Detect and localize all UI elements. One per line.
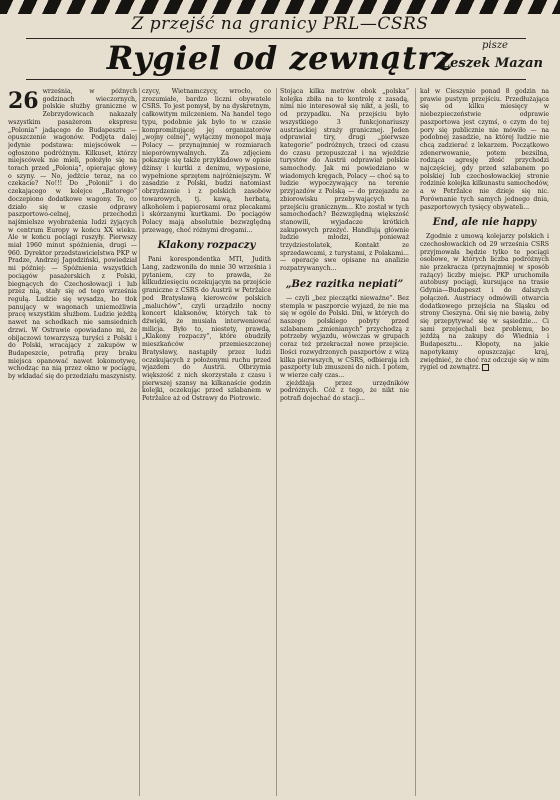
subheading: „Bez razitka nepiati”	[285, 278, 404, 290]
body-paragraph: kał w Cieszynie ponad 8 godzin na prawie pustym przejściu. Przedłużająca się od kilku miesięcy w niebezpieczeństwie odprawie paszportowa jest czymś, o czym do tej pory się publicznie nie mówiło — na podobnej zasadzie, na której ludzie nie chcą zadzierać z lekarzem. Początkowo zdenerwowanie, potem bezsilna, rodząca agresję złość przychodzi najczęściej, gdy przed szlabanem po polskiej lub czechosłowackiej stronie rodzinie kolejka kilkunastu samochodów, a w Petržalce nie dzieje się nic. Porównanie tych samych jednego dnia, paszportowych tysięcy obywateli...	[420, 88, 549, 211]
drop-numeral: 26	[8, 88, 39, 114]
article-column-1	[8, 88, 137, 792]
body-paragraph: Pani korespondentka MTI, Judith Lang, zadzwoniła do mnie 30 września i pytaniem, czy to prawda, że kilkudziesięciu oczekującym na przejście graniczne z CSRS do Austrii w Petržalce pod Bratysławą kierowców polskich „maluchów”, czyli urządziło nocny koncert klaksonów, których tak to dźwięki, że musiała interweniować milicja. Było to, niestety, prawdą, „Klakony rozpaczy”, które obudziły mieszkańców przemieszczonej Bratysławy, nastąpiły przez ludzi oczekujących z położonymi ruchu przed wjazdem do Austrii. Olbrzymia większość z nich skorzystała z czasu i pierwszej szansy na kilkanaście godzin kolejki, oczekując przed szlabanem w Petržalce aż od Ostrawy do Piotrowic.	[142, 256, 271, 403]
article-column-4	[420, 88, 549, 792]
article-column-3	[280, 88, 409, 792]
byline-author: Leszek Mazan	[441, 56, 543, 71]
header-rule-bottom	[26, 79, 526, 80]
subheading: Klakony rozpaczy	[157, 240, 256, 252]
body-paragraph: — czyli „bez pieczątki nieważne”. Bez stempla w paszporcie wyjazd, że nie ma się w ogóle do Polski. Dni, w których do naszego polskiego pobyty przed szlabanem „zmienianych” przychodzą z potrzeby wyjazdu, wówczas w grupach coraz też przekraczał nowe przejście. Ilości rozwydrzonych paszportów z wizą kilka pierwszych, w CSRS, odbierają ich paszporty lub zmuszeni do nich. I potem, w wierze cały czas...	[280, 294, 409, 379]
column-separator	[139, 88, 140, 796]
end-mark-icon	[482, 364, 489, 371]
body-paragraph: września, w późnych godzinach wieczornych, polskie służby graniczne w Zebrzydowicach nakazały wszystkim pasażerom ekspresu „Polonia” jadącego do Budapesztu — opuszczenie wagonów. Podjęta dalej jedynie podstawa: miejscówek — ogłoszono podróżnym. Kilkuset, którzy miejscówek nie mieli, położyło się na torach przed „Polonią”, opierając głowy o szyny. — No, jedźcie teraz, na co czekacie? No!!! Do „Polonii” i do czekającego w kolejce „Batorego” doczepiono dodatkowe wagony. To, co działo się w czasie odprawy paszportowo-celnej, przechodzi najśmielsze wyobrażenia ludzi żyjących w centrum Europy w końcu XX wieku. Ale w końcu pociągi ruszyły. Pierwszy miał 1960 minut spóźnienia, drugi — 960. Dyrektor przedstawicielstwa PKP w Pradze, Andrzej Jagodziński, powiedział mi później: — Spóźnienia wszystkich pociągów pasażerskich z Polski, biegnących do Czechosłowacji i lub przez nią, stały się od tego września regułą. Ludzie się wysadza, bo tłok panujący w wagonach uniemożliwia pracę wszystkim służbom. Ludzie jeżdżą nawet na schodkach nie samsiednich drzwi. W Ostrawie opowiadano mi, że obijaczowi towarzyszą turyści z Polski i do Polski, wracający z zakupów w Budapeszcie, potrafią przy braku miejsca opanować nawet lokomotywę, wchodząc na nią przez okno w pociągu, by wkładać się do przedziału maszynisty.	[8, 88, 137, 381]
body-paragraph: zjeżdżają przez urzędników podróżnych. Cóż z tego, że nikt nie potrafi dojechać do stacji...	[280, 379, 409, 403]
body-paragraph: czycy, Wietnamczycy, wrocło, co zrozumiałe, bardzo liczni obywatele CSRS. To jest pomysł, by na dyskretnym, całkowitym milczeniem. Na handel tego typu, podobnie jak było to w czasie kompromitującej jej organizatorów „wojny celnej”, wyłączny monopol mają Polacy — przynajmniej w rozmiarach nieporównywalnych. Za zdjęciem pokazuje się także przykładowo w opisie dżinsy i kurtki z denimu, wypasione, wypełnione sprzętem najróżniejszym. W zasadzie z Polski, budzi natomiast obrzydzenie i z polskich zasobów towarowych, tj. kawą, herbatą, alkoholem i papierosami oraz plecakami i skórzanymi kurtkami. Do pociągów Polacy mają absolutnie bezwzględną przewagę, choć różnymi drogami...	[142, 88, 271, 234]
article-column-2	[142, 88, 271, 792]
subheading: End, ale nie happy	[432, 217, 537, 229]
byline-label: pisze	[482, 40, 508, 51]
clapperboard-stripe	[0, 0, 560, 14]
column-separator	[415, 88, 416, 796]
body-paragraph: Stojąca kilka metrów obok „polska” kolejka zbiła na to kontrolę z zasadą, nimi nie interesował się nikt, a jeśli, to od przypadku. Na przejściu było wszystkiego 3 funkcjonariuszy austriackiej straży granicznej. Jeden odprawiał tiry, drugi „pierwsze kategorie” podróżnych, trzeci od czasu do czasu przepuszczał i na wjeździe turystów do Austrii odprawiał polskie samochody. Jak mi powiedziano w wiadomych kręgach, Polacy — choć są to ludzie wypoczywający na terenie przyjazdów z Polską — do przejazdu ze zbiorowisku przebywających na przejściu granicznym... Kto został w tych samochodach? Bezwzględną większość stanowili, wyjadacze krótkich zakupowych przeżyć. Handlują głównie ludzie młodzi, ponieważ trzydziestolatek, Kontakt ze sprzedawcami, z turystami, z Polakami... — operacje swe opisane na analizie rozpatrywanych...	[280, 88, 409, 273]
body-text: Zgodnie z umową kolejarzy polskich i czechosłowackich od 29 września CSRS przyjmowała będzie tylko te pociągi osobowe, w których liczba podróżnych nie przekracza (przynajmniej w sposób rażący) liczby miejsc. PKP uruchomiła autobusy pociągi, kursujące na trasie Gdynia—Budapeszt i do dalszych połączeń. Austriacy odmówili otwarcia dodatkowego przejścia na Śląsku od strony Cieszyna. Oni się nie bawią, żeby się przepytywać się w sąsiedzie... Ci sami przejechali bez problemu, bo jeżdżą na zakupy do Wiednia i Budapesztu... Kłopoty, na jakie napotykamy opuszczając kraj, zwiędnieć, że choć raz odczuje się w nim rygiel od zewnątrz.	[420, 233, 549, 372]
article-title: Rygiel od zewnątrz	[106, 39, 454, 77]
body-paragraph	[420, 233, 549, 372]
column-separator	[276, 88, 277, 796]
series-kicker: Z przejść na granicy PRL—CSRS	[131, 14, 429, 34]
